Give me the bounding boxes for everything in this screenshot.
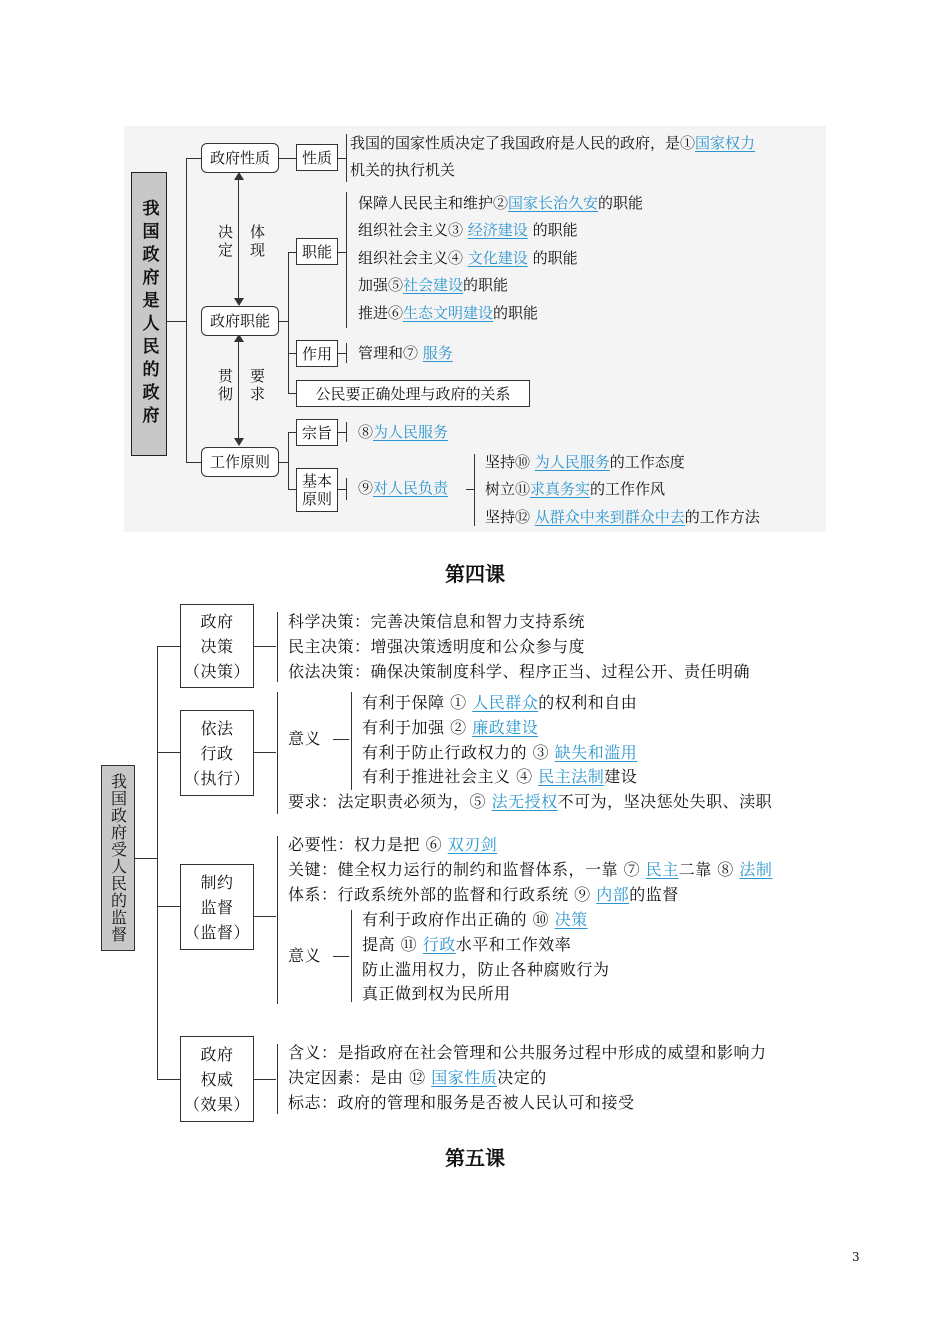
authority-box-line: 政府	[200, 1044, 234, 1064]
purpose-tag-label: 宗旨	[301, 423, 332, 442]
connector	[288, 252, 289, 393]
gov-function-label: 政府职能	[209, 312, 270, 330]
fill-answer-l5-2: 廉政建设	[472, 718, 539, 737]
connector	[338, 158, 346, 159]
supervision-meaning-item: 提高 ⑪ 行政水平和工作效率	[362, 935, 572, 954]
authority-factor: 决定因素：是由 ⑫ 国家性质决定的	[288, 1068, 547, 1087]
connector	[288, 432, 289, 490]
arrow-down-line	[238, 338, 239, 442]
lesson5-root-label: 我国政府受人民的监督	[108, 773, 128, 943]
bracket	[346, 422, 347, 442]
decision-box-line: （决策）	[183, 661, 250, 681]
function-item: 加强⑤社会建设的职能	[358, 276, 509, 294]
authority-box-line: （效果）	[183, 1094, 250, 1114]
principle-item: 坚持⑩ 为人民服务的工作态度	[485, 453, 685, 471]
arrow-up-head	[234, 172, 244, 180]
fill-answer-7: 服务	[422, 344, 453, 362]
supervision-meaning-item: 有利于政府作出正确的 ⑩ 决策	[362, 910, 588, 929]
relation-label: 公民要正确处理与政府的关系	[315, 384, 511, 403]
decision-item: 依法决策：确保决策制度科学、程序正当、过程公开、责任明确	[288, 662, 751, 681]
connector	[254, 1079, 276, 1080]
supervision-box-line: 监督	[200, 897, 234, 917]
lesson5-title: 第五课	[445, 1146, 505, 1170]
connector	[333, 739, 349, 740]
bracket	[277, 1044, 278, 1114]
fill-answer-3: 经济建设	[467, 221, 528, 239]
connector	[333, 956, 349, 957]
connector	[157, 752, 180, 753]
work-principle-label: 工作原则	[209, 453, 270, 471]
law-meaning-item: 有利于保障 ① 人民群众的权利和自由	[362, 693, 638, 712]
law-requirement: 要求：法定职责必须为，⑤ 法无授权不可为，坚决惩处失职、渎职	[288, 792, 773, 811]
bracket	[277, 612, 278, 682]
fill-answer-4: 文化建设	[467, 249, 528, 267]
supervision-meaning-item: 真正做到权为民所用	[362, 984, 511, 1003]
authority-box-line: 权威	[200, 1069, 234, 1089]
connector	[157, 1079, 180, 1080]
page-number: 3	[852, 1250, 860, 1264]
fill-answer-l5-8: 法制	[739, 860, 773, 879]
fill-answer-l5-4: 民主法制	[538, 767, 605, 786]
basic-principle-text: ⑨对人民负责	[358, 479, 449, 497]
bracket	[277, 836, 278, 1004]
function-item: 组织社会主义③ 经济建设 的职能	[358, 221, 578, 239]
lesson4-root-label: 我国政府是人民的政府	[138, 199, 159, 429]
law-box-line: 依法	[200, 718, 234, 738]
bracket	[351, 910, 352, 1002]
gov-nature-box	[201, 143, 279, 173]
bracket	[474, 454, 475, 526]
fill-answer-l5-12: 国家性质	[431, 1068, 498, 1087]
bracket	[346, 192, 347, 328]
decision-item: 民主决策：增强决策透明度和公众参与度	[288, 637, 586, 656]
function-item: 保障人民民主和维护②国家长治久安的职能	[358, 194, 644, 212]
supervision-necessity: 必要性：权力是把 ⑥ 双刃剑	[288, 835, 498, 854]
authority-box	[180, 1036, 254, 1122]
function-tag	[296, 238, 338, 265]
gov-function-box	[201, 306, 279, 336]
work-principle-box	[201, 447, 279, 477]
bracket	[351, 692, 352, 790]
arrow-label-decide: 决定	[216, 224, 234, 260]
bracket	[346, 478, 347, 500]
supervision-key: 关键：健全权力运行的制约和监督体系，一靠 ⑦ 民主二靠 ⑧ 法制	[288, 860, 773, 879]
fill-answer-6: 生态文明建设	[403, 304, 494, 322]
connector	[338, 432, 346, 433]
law-meaning-item: 有利于加强 ② 廉政建设	[362, 718, 539, 737]
relation-box	[296, 380, 530, 407]
purpose-tag	[296, 419, 338, 446]
connector	[288, 432, 296, 433]
decision-box	[180, 604, 254, 688]
arrow-label-require: 要求	[248, 368, 266, 404]
connector	[186, 158, 202, 159]
fill-answer-l5-5: 法无授权	[491, 792, 558, 811]
bracket	[346, 343, 347, 363]
connector	[186, 462, 202, 463]
lesson5-root-box	[101, 765, 135, 951]
connector	[338, 252, 346, 253]
connector	[254, 916, 276, 917]
principle-item: 树立⑪求真务实的工作作风	[485, 480, 666, 498]
law-box	[180, 710, 254, 796]
decision-box-line: 决策	[200, 636, 234, 656]
supervision-box	[180, 864, 254, 950]
role-text: 管理和⑦ 服务	[358, 344, 453, 362]
arrow-up-line	[238, 178, 239, 304]
law-box-line: （执行）	[183, 768, 250, 788]
basic-tag-line2: 原则	[301, 490, 332, 508]
law-meaning-item: 有利于推进社会主义 ④ 民主法制建设	[362, 767, 638, 786]
decision-box-line: 政府	[200, 611, 234, 631]
basic-tag-line1: 基本	[301, 472, 332, 490]
connector	[288, 393, 296, 394]
bracket	[346, 134, 347, 182]
fill-answer-1: 国家权力	[695, 134, 756, 152]
nature-tag	[296, 144, 338, 171]
principle-item: 坚持⑫ 从群众中来到群众中去的工作方法	[485, 508, 760, 526]
fill-answer-11: 求真务实	[530, 480, 591, 498]
connector	[254, 752, 276, 753]
fill-answer-8: 为人民服务	[373, 423, 449, 441]
fill-answer-l5-3: 缺失和滥用	[554, 743, 638, 762]
connector	[186, 158, 187, 463]
function-item: 推进⑥生态文明建设的职能	[358, 304, 539, 322]
connector	[338, 353, 346, 354]
fill-answer-2: 国家长治久安	[508, 194, 599, 212]
purpose-text: ⑧为人民服务	[358, 423, 449, 441]
connector	[288, 489, 296, 490]
arrow-down-head	[234, 438, 244, 446]
decision-item: 科学决策：完善决策信息和智力支持系统	[288, 612, 586, 631]
connector	[157, 906, 180, 907]
authority-definition: 含义：是指政府在社会管理和公共服务过程中形成的威望和影响力	[288, 1043, 767, 1062]
connector	[135, 858, 158, 859]
law-box-line: 行政	[200, 743, 234, 763]
connector	[288, 353, 296, 354]
connector	[288, 252, 296, 253]
connector	[157, 646, 158, 1080]
role-tag	[296, 340, 338, 367]
lesson4-root-box	[131, 172, 167, 456]
law-meaning-label: 意义	[288, 729, 322, 748]
gov-nature-label: 政府性质	[209, 149, 270, 167]
fill-answer-l5-9: 内部	[596, 885, 630, 904]
fill-answer-l5-10: 决策	[554, 910, 588, 929]
connector	[167, 321, 187, 322]
fill-answer-12: 从群众中来到群众中去	[534, 508, 685, 526]
fill-answer-10: 为人民服务	[534, 453, 610, 471]
fill-answer-l5-1: 人民群众	[472, 693, 539, 712]
fill-answer-5: 社会建设	[403, 276, 464, 294]
authority-sign: 标志：政府的管理和服务是否被人民认可和接受	[288, 1093, 635, 1112]
nature-tag-label: 性质	[301, 148, 332, 167]
bracket	[277, 692, 278, 814]
lesson4-title: 第四课	[445, 562, 505, 586]
connector	[338, 489, 346, 490]
supervision-box-line: （监督）	[183, 922, 250, 942]
supervision-box-line: 制约	[200, 872, 234, 892]
fill-answer-9: 对人民负责	[373, 479, 449, 497]
supervision-system: 体系：行政系统外部的监督和行政系统 ⑨ 内部的监督	[288, 885, 679, 904]
fill-answer-l5-6: 双刃剑	[447, 835, 498, 854]
role-tag-label: 作用	[301, 344, 332, 363]
nature-text-line2: 机关的执行机关	[350, 161, 456, 179]
connector	[254, 646, 276, 647]
supervision-meaning-item: 防止滥用权力，防止各种腐败行为	[362, 960, 610, 979]
arrow-label-reflect: 体现	[248, 224, 266, 260]
connector	[279, 158, 297, 159]
function-tag-label: 职能	[301, 242, 332, 261]
function-item: 组织社会主义④ 文化建设 的职能	[358, 249, 578, 267]
arrow-down-head-mid	[234, 298, 244, 306]
fill-answer-l5-11: 行政	[422, 935, 456, 954]
basic-principle-tag	[296, 468, 338, 512]
connector	[157, 646, 180, 647]
law-meaning-item: 有利于防止行政权力的 ③ 缺失和滥用	[362, 743, 638, 762]
fill-answer-l5-7: 民主	[645, 860, 679, 879]
supervision-meaning-label: 意义	[288, 946, 322, 965]
nature-text-line1: 我国的国家性质决定了我国政府是人民的政府，是①国家权力	[350, 134, 756, 152]
connector	[466, 489, 474, 490]
arrow-label-implement: 贯彻	[216, 368, 234, 404]
